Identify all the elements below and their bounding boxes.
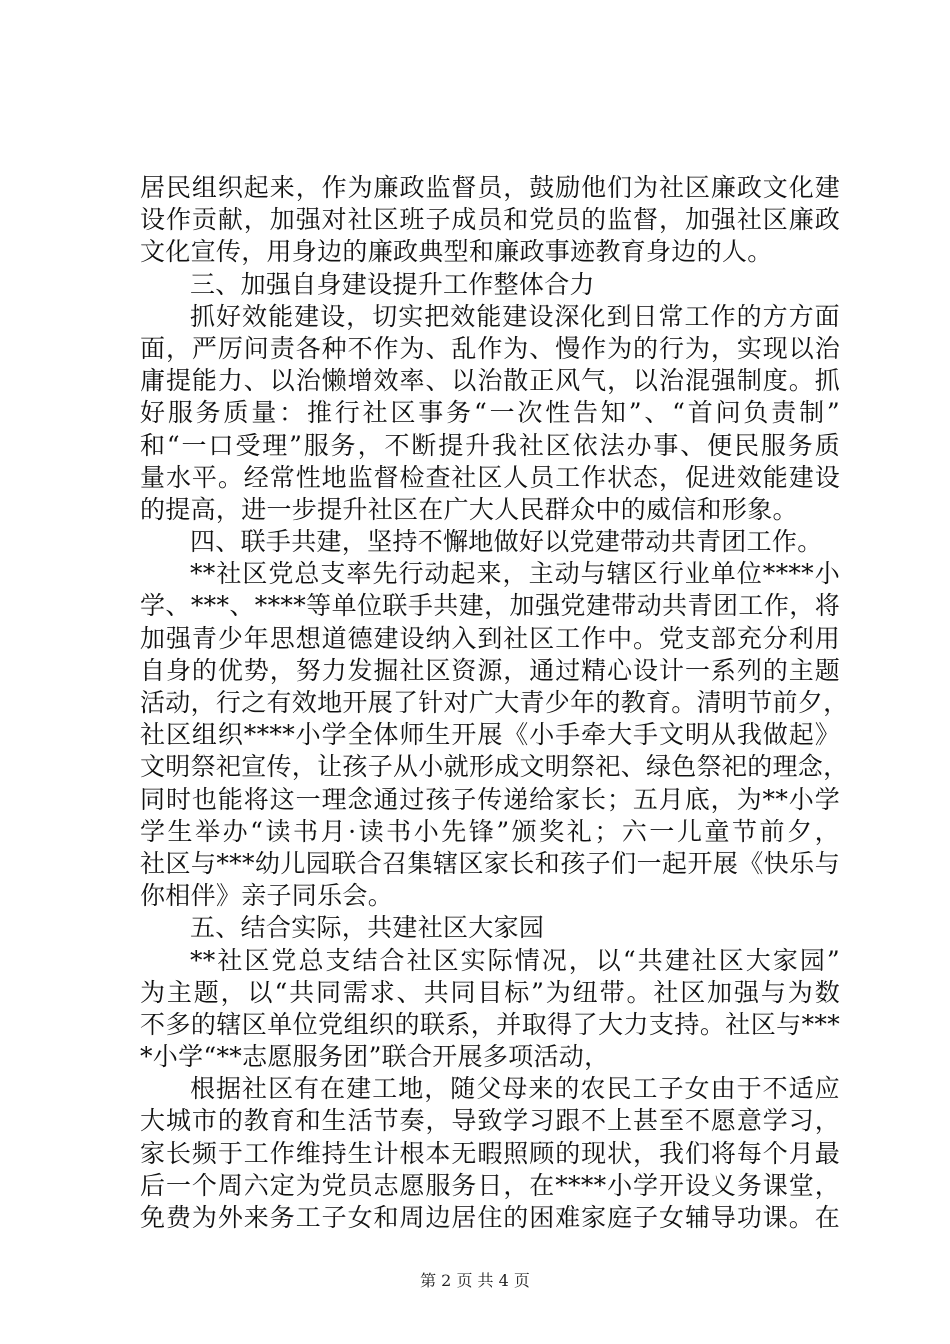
text-line: 面，严厉问责各种不作为、乱作为、慢作为的行为，实现以治 bbox=[140, 333, 840, 363]
text-line: 三、加强自身建设提升工作整体合力 bbox=[190, 269, 595, 299]
text-line: 社区组织****小学全体师生开展《小手牵大手文明从我做起》 bbox=[140, 720, 840, 750]
text-line: 自身的优势，努力发掘社区资源，通过精心设计一系列的主题 bbox=[140, 655, 840, 685]
text-line: 后一个周六定为党员志愿服务日，在****小学开设义务课堂， bbox=[140, 1170, 840, 1200]
text-line: 加强青少年思想道德建设纳入到社区工作中。党支部充分利用 bbox=[140, 623, 840, 653]
text-line: 居民组织起来，作为廉政监督员，鼓励他们为社区廉政文化建 bbox=[140, 173, 840, 202]
text-line: 好服务质量：推行社区事务“一次性告知”、“首问负责制” bbox=[140, 398, 840, 428]
text-line: 社区与***幼儿园联合召集辖区家长和孩子们一起开展《快乐与 bbox=[140, 848, 840, 878]
text-line: 五、结合实际，共建社区大家园 bbox=[190, 913, 545, 943]
text-line: 为主题，以“共同需求、共同目标”为纽带。社区加强与为数 bbox=[140, 977, 840, 1007]
text-line: 家长频于工作维持生计根本无暇照顾的现状，我们将每个月最 bbox=[140, 1138, 840, 1168]
text-line: 文明祭祀宣传，让孩子从小就形成文明祭祀、绿色祭祀的理念， bbox=[140, 752, 849, 782]
text-line: 大城市的教育和生活节奏，导致学习跟不上甚至不愿意学习， bbox=[140, 1106, 840, 1136]
page-footer: 第 2 页 共 4 页 bbox=[420, 1271, 530, 1290]
text-line: 文化宣传，用身边的廉政典型和廉政事迹教育身边的人。 bbox=[140, 237, 773, 267]
text-line: 学、***、****等单位联手共建，加强党建带动共青团工作，将 bbox=[140, 591, 840, 621]
text-line: 和“一口受理”服务，不断提升我社区依法办事、便民服务质 bbox=[140, 430, 840, 460]
text-line: 四、联手共建，坚持不懈地做好以党建带动共青团工作。 bbox=[190, 527, 823, 557]
text-line: 你相伴》亲子同乐会。 bbox=[140, 881, 394, 911]
text-line: 设作贡献，加强对社区班子成员和党员的监督，加强社区廉政 bbox=[140, 205, 840, 235]
text-line: **社区党总支结合社区实际情况，以“共建社区大家园” bbox=[190, 945, 840, 975]
text-line: 根据社区有在建工地，随父母来的农民工子女由于不适应 bbox=[190, 1074, 840, 1104]
document-body bbox=[140, 172, 849, 1234]
text-line: 的提高，进一步提升社区在广大人民群众中的威信和形象。 bbox=[140, 494, 798, 524]
text-line: **社区党总支率先行动起来，主动与辖区行业单位****小 bbox=[190, 559, 840, 589]
text-line: 不多的辖区单位党组织的联系，并取得了大力支持。社区与*** bbox=[140, 1009, 840, 1039]
text-line: 活动，行之有效地开展了针对广大青少年的教育。清明节前夕， bbox=[140, 688, 849, 717]
text-line: 学生举办“读书月·读书小先锋”颁奖礼；六一儿童节前夕， bbox=[140, 816, 840, 846]
text-line: *小学“**志愿服务团”联合开展多项活动， bbox=[140, 1042, 610, 1072]
text-line: 免费为外来务工子女和周边居住的困难家庭子女辅导功课。在 bbox=[140, 1203, 840, 1232]
text-line: 庸提能力、以治懒增效率、以治散正风气，以治混强制度。抓 bbox=[140, 366, 840, 396]
text-line: 量水平。经常性地监督检查社区人员工作状态，促进效能建设 bbox=[140, 462, 840, 492]
text-line: 同时也能将这一理念通过孩子传递给家长；五月底，为**小学 bbox=[140, 784, 840, 814]
text-line: 抓好效能建设，切实把效能建设深化到日常工作的方方面 bbox=[190, 301, 840, 331]
